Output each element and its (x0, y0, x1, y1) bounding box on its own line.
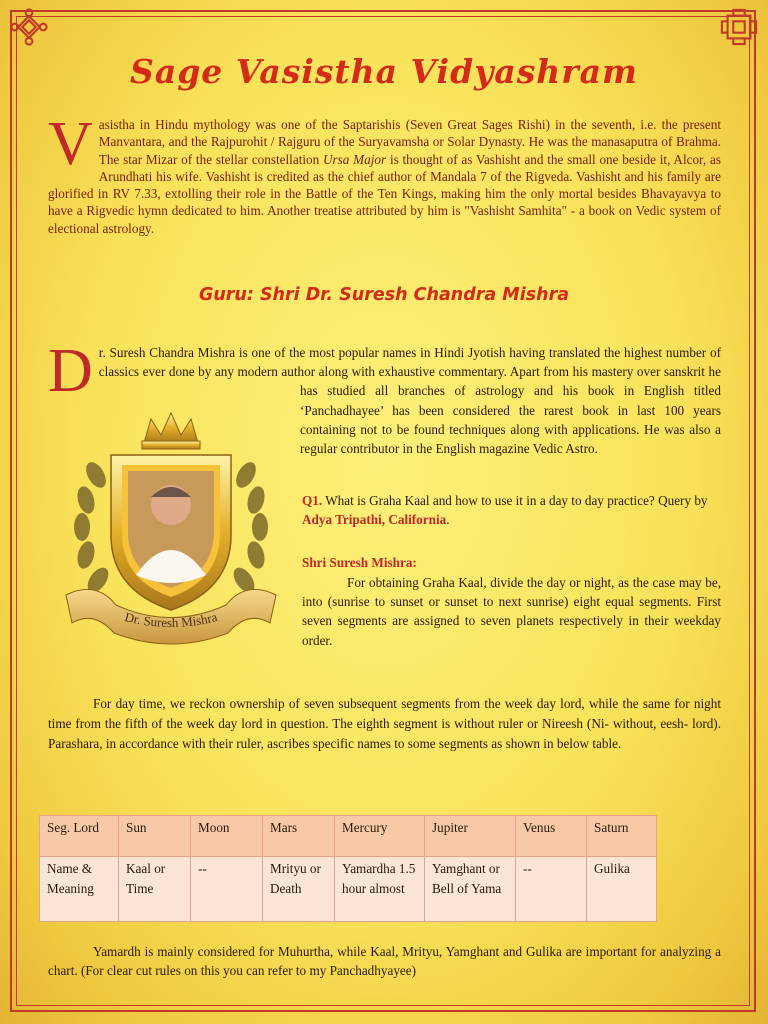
table-cell: Moon (191, 816, 263, 857)
intro-text-2: is thought of as Vashisht and the small one beside it, Alcor, as Arundhati his wife. Vashisht is credited as the chief author of Mandala 7 of the Rigveda. Vashisht and his family are glorified in RV 7.33, extolling their role in the Battle of the Ten Kings, making him the only mortal besides Bhavayavya to have a Rigvedic hymn dedicated to him. Another treatise attributed by him is "Vashisht Samhita" - a book on Vedic system of electional astrology. (48, 151, 721, 236)
dropcap-v: V (48, 110, 93, 178)
guru-bio-text: r. Suresh Chandra Mishra is one of the most popular names in Hindi Jyotish having translated the highest number of classics ever done by any modern author along with exhaustive commentary. Apart from his mastery over sanskrit he has studied all branches of astrology and his book in English titled ‘Panchadhayee’ has been considered the rarest book in last 100 years containing not to be found techniques along with applications. He was also a regular contributor in the English magazine Vedic Astro. (98, 345, 721, 457)
dropcap-d: D (48, 337, 93, 405)
table-cell: Yamardha 1.5 hour almost (335, 857, 425, 922)
table-cell: Kaal or Time (119, 857, 191, 922)
answer-heading: Shri Suresh Mishra: (302, 555, 417, 570)
table-cell: Venus (516, 816, 587, 857)
question-text: What is Graha Kaal and how to use it in a day to day practice? Query by (322, 493, 708, 508)
table-header-row (40, 816, 657, 857)
table-cell: Name & Meaning (40, 857, 119, 922)
portrait-banner-text: Dr. Suresh Mishra (123, 609, 219, 631)
guru-heading: Guru: Shri Dr. Suresh Chandra Mishra (198, 285, 570, 305)
page-title: Sage Vasistha Vidyashram (130, 52, 638, 91)
answer-text: For obtaining Graha Kaal, divide the day or night, as the case may be, into (sunrise to sunset or sunset to next sunrise) eight equal segments. First seven segments are assigned to seven planets respectively in their weekday order. (302, 575, 721, 648)
table-row (40, 857, 657, 922)
query-author: Adya Tripathi, California (302, 512, 447, 528)
endless-knot-icon (10, 8, 48, 46)
table-cell: Saturn (587, 816, 657, 857)
portrait-crest-emblem (56, 405, 286, 645)
query-end: . (446, 512, 450, 528)
intro-paragraph (48, 110, 721, 237)
intro-text-1: asistha in Hindu mythology was one of the Saptarishis (Seven Great Sages Rishi) in the seventh, i.e. the present Manvantara, and the Rajpurohit / Rajguru of the Suryavamsha or Solar Dynasty. He was the manasaputra of Brahma. The star Mizar of the stellar constellation (98, 117, 721, 167)
table-cell: Yamghant or Bell of Yama (425, 857, 516, 922)
table-cell: Mrityu or Death (263, 857, 335, 922)
table-cell: Seg. Lord (40, 816, 119, 857)
table-cell: -- (516, 857, 587, 922)
table-cell: Mercury (335, 816, 425, 857)
closing-paragraph: Yamardh is mainly considered for Muhurtha, while Kaal, Mrityu, Yamghant and Gulika are important for analyzing a chart. (For clear cut rules on this you can refer to my Panchadhyayee) (48, 944, 721, 979)
table-cell: Gulika (587, 857, 657, 922)
endless-knot-icon (720, 8, 758, 46)
segment-table (39, 815, 657, 922)
question-label: Q1. (302, 493, 323, 508)
ownership-paragraph: For day time, we reckon ownership of seven subsequent segments from the week day lord, while the same for night time from the fifth of the week day lord in question. The eighth segment is without ruler or Nireesh (Ni- without, eesh- lord). Parashara, in accordance with their ruler, ascribes specific names to some segments as shown in below table. (48, 696, 721, 751)
question-1 (302, 491, 721, 529)
table-cell: Jupiter (425, 816, 516, 857)
table-cell: -- (191, 857, 263, 922)
intro-italic-term: Ursa Major (323, 151, 387, 167)
table-cell: Sun (119, 816, 191, 857)
table-cell: Mars (263, 816, 335, 857)
